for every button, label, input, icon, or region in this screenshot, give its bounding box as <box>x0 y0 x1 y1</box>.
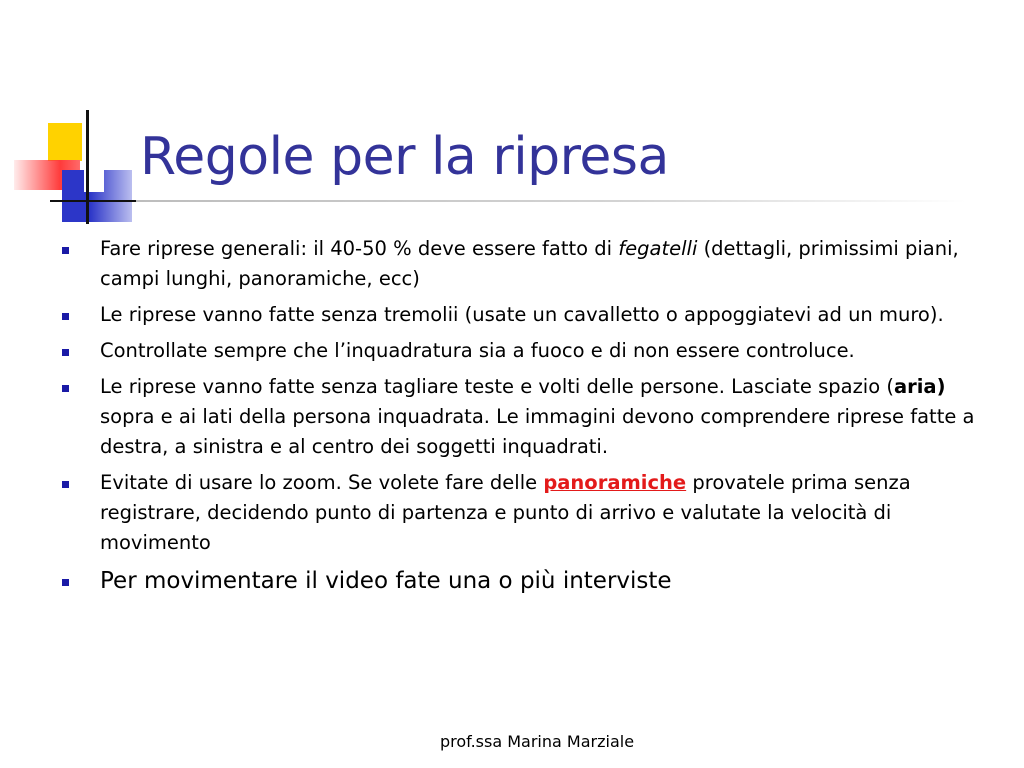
bullet-3-text: Controllate sempre che l’inquadratura sia a fuoco e di non essere controluce. <box>100 339 855 362</box>
bullet-6-text: Per movimentare il video fate una o più interviste <box>100 568 672 594</box>
bullet-item-6 <box>62 564 1002 598</box>
square-bullet-icon <box>62 247 69 254</box>
bullet-4-text-pre: Le riprese vanno fatte senza tagliare teste e volti delle persone. Lasciate spazio ( <box>100 375 894 398</box>
square-bullet-icon <box>62 481 69 488</box>
square-bullet-icon <box>62 349 69 356</box>
bullet-1-emphasis: fegatelli <box>618 237 698 260</box>
bullet-2-text: Le riprese vanno fatte senza tremolii (usate un cavalletto o appoggiatevi ad un muro). <box>100 303 944 326</box>
bullet-item-1 <box>62 234 1002 294</box>
bullet-5-text-post: provatele prima senza registrare, decidendo punto di partenza e punto di arrivo e valutate la velocità di movimento <box>100 471 911 554</box>
bullet-item-2 <box>62 300 1002 330</box>
vertical-rule <box>86 110 89 224</box>
bullet-5-text-pre: Evitate di usare lo zoom. Se volete fare delle <box>100 471 544 494</box>
slide-title: Regole per la ripresa <box>140 127 669 187</box>
bullet-1-text-post: (dettagli, primissimi piani, campi lunghi, panoramiche, ecc) <box>100 237 959 290</box>
bullet-1-text-pre: Fare riprese generali: il 40-50 % deve essere fatto di <box>100 237 619 260</box>
yellow-block <box>48 123 82 161</box>
horizontal-rule <box>50 200 150 202</box>
bullet-4-text-post: sopra e ai lati della persona inquadrata. Le immagini devono comprendere riprese fatte a destra, a sinistra e al centro dei soggetti inquadrati. <box>100 405 975 458</box>
square-bullet-icon <box>62 313 69 320</box>
bullet-item-4 <box>62 372 1002 462</box>
title-underline <box>136 200 966 202</box>
bullet-list <box>62 234 1002 604</box>
bullet-item-5 <box>62 468 1002 558</box>
footer-author: prof.ssa Marina Marziale <box>439 732 635 751</box>
square-bullet-icon <box>62 579 69 586</box>
panoramiche-link[interactable]: panoramiche <box>543 471 687 494</box>
square-bullet-icon <box>62 385 69 392</box>
bullet-item-3 <box>62 336 1002 366</box>
color-blocks-decoration <box>0 100 150 230</box>
bullet-4-emphasis: aria) <box>893 375 946 398</box>
